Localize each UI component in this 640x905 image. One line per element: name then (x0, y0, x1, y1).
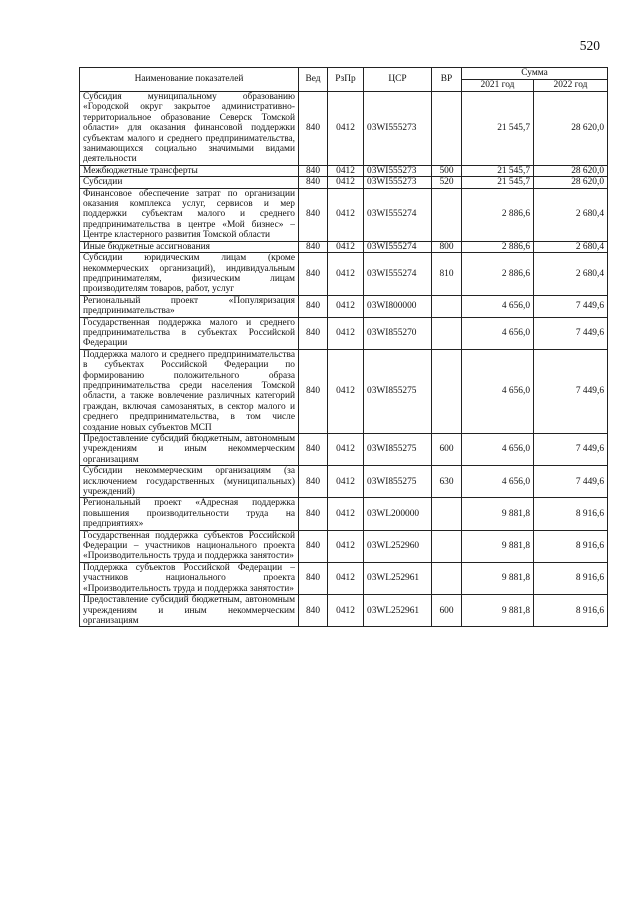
row-sum-2022-cell: 28 620,0 (534, 177, 608, 188)
row-rzpr-cell: 0412 (328, 434, 364, 466)
row-sum-2022-cell: 2 680,4 (534, 241, 608, 252)
row-csr-cell: 03WI555273 (364, 165, 432, 176)
row-name-cell: Межбюджетные трансферты (80, 165, 299, 176)
row-sum-2022-cell: 7 449,6 (534, 317, 608, 349)
row-vr-cell (432, 317, 462, 349)
row-sum-2022-cell: 2 680,4 (534, 253, 608, 296)
row-name-cell: Предоставление субсидий бюджетным, автономным учреждениям и иным некоммерческим организациям (80, 595, 299, 627)
table-row (80, 562, 608, 594)
header-csr: ЦСР (364, 68, 432, 92)
row-ved-cell: 840 (299, 498, 328, 530)
table-row (80, 92, 608, 166)
row-sum-2021-cell: 4 656,0 (462, 295, 534, 317)
row-ved-cell: 840 (299, 177, 328, 188)
row-name-cell: Субсидии некоммерческим организациям (за исключением государственных (муниципальных) учреждений) (80, 466, 299, 498)
row-sum-2022-cell: 7 449,6 (534, 434, 608, 466)
row-ved-cell: 840 (299, 241, 328, 252)
row-name-cell: Предоставление субсидий бюджетным, автономным учреждениям и иным некоммерческим организациям (80, 434, 299, 466)
row-ved-cell: 840 (299, 595, 328, 627)
row-sum-2022-cell: 2 680,4 (534, 188, 608, 241)
row-vr-cell: 800 (432, 241, 462, 252)
budget-table (79, 67, 608, 627)
table-row (80, 253, 608, 296)
header-rzpr: РзПр (328, 68, 364, 92)
row-rzpr-cell: 0412 (328, 295, 364, 317)
row-vr-cell: 810 (432, 253, 462, 296)
row-rzpr-cell: 0412 (328, 349, 364, 433)
row-rzpr-cell: 0412 (328, 562, 364, 594)
header-year-2022: 2022 год (534, 80, 608, 92)
table-body (80, 92, 608, 627)
row-rzpr-cell: 0412 (328, 188, 364, 241)
row-sum-2022-cell: 7 449,6 (534, 466, 608, 498)
row-name-cell: Государственная поддержка субъектов Российской Федерации – участников национального проекта «Производительность труда и поддержка занятости» (80, 530, 299, 562)
row-sum-2021-cell: 4 656,0 (462, 349, 534, 433)
row-sum-2022-cell: 8 916,6 (534, 530, 608, 562)
row-vr-cell (432, 92, 462, 166)
row-sum-2021-cell: 4 656,0 (462, 434, 534, 466)
row-sum-2022-cell: 8 916,6 (534, 562, 608, 594)
row-ved-cell: 840 (299, 92, 328, 166)
row-csr-cell: 03WL252960 (364, 530, 432, 562)
table-row (80, 165, 608, 176)
row-sum-2022-cell: 7 449,6 (534, 349, 608, 433)
row-name-cell: Субсидии юридическим лицам (кроме некоммерческих организаций), индивидуальным предпринимателям, физическим лицам производителям товаров, работ, услуг (80, 253, 299, 296)
row-rzpr-cell: 0412 (328, 165, 364, 176)
table-row (80, 434, 608, 466)
row-csr-cell: 03WI855275 (364, 434, 432, 466)
row-vr-cell (432, 295, 462, 317)
row-rzpr-cell: 0412 (328, 595, 364, 627)
row-sum-2021-cell: 9 881,8 (462, 498, 534, 530)
row-ved-cell: 840 (299, 466, 328, 498)
row-sum-2021-cell: 21 545,7 (462, 165, 534, 176)
row-rzpr-cell: 0412 (328, 317, 364, 349)
row-vr-cell: 500 (432, 165, 462, 176)
row-csr-cell: 03WI800000 (364, 295, 432, 317)
row-csr-cell: 03WI855275 (364, 349, 432, 433)
header-year-2021: 2021 год (462, 80, 534, 92)
row-ved-cell: 840 (299, 253, 328, 296)
table-row (80, 188, 608, 241)
row-vr-cell: 630 (432, 466, 462, 498)
row-csr-cell: 03WI555274 (364, 188, 432, 241)
table-row (80, 317, 608, 349)
row-rzpr-cell: 0412 (328, 177, 364, 188)
row-sum-2021-cell: 21 545,7 (462, 177, 534, 188)
row-sum-2021-cell: 2 886,6 (462, 241, 534, 252)
row-name-cell: Государственная поддержка малого и среднего предпринимательства в субъектах Российской Федерации (80, 317, 299, 349)
row-csr-cell: 03WI555273 (364, 92, 432, 166)
row-csr-cell: 03WI555273 (364, 177, 432, 188)
table-row (80, 177, 608, 188)
row-sum-2021-cell: 2 886,6 (462, 253, 534, 296)
row-csr-cell: 03WI555274 (364, 241, 432, 252)
row-sum-2021-cell: 9 881,8 (462, 595, 534, 627)
row-sum-2021-cell: 9 881,8 (462, 530, 534, 562)
row-name-cell: Региональный проект «Популяризация предпринимательства» (80, 295, 299, 317)
table-row (80, 530, 608, 562)
table-row (80, 595, 608, 627)
row-ved-cell: 840 (299, 165, 328, 176)
header-row (80, 68, 608, 80)
row-csr-cell: 03WL252961 (364, 562, 432, 594)
table-row (80, 498, 608, 530)
row-rzpr-cell: 0412 (328, 466, 364, 498)
row-name-cell: Субсидия муниципальному образованию «Городской округ закрытое административно-территориальное образование Северск Томской области» для оказания финансовой поддержки субъектам малого и среднего предпринимательства, занимающихся социально значимыми видами деятельности (80, 92, 299, 166)
row-ved-cell: 840 (299, 530, 328, 562)
row-csr-cell: 03WL252961 (364, 595, 432, 627)
row-csr-cell: 03WI855270 (364, 317, 432, 349)
row-name-cell: Субсидии (80, 177, 299, 188)
row-vr-cell (432, 349, 462, 433)
row-ved-cell: 840 (299, 295, 328, 317)
table-row (80, 466, 608, 498)
row-sum-2021-cell: 9 881,8 (462, 562, 534, 594)
row-rzpr-cell: 0412 (328, 241, 364, 252)
row-vr-cell: 520 (432, 177, 462, 188)
row-vr-cell: 600 (432, 434, 462, 466)
row-csr-cell: 03WI855275 (364, 466, 432, 498)
table-row (80, 295, 608, 317)
page-number: 520 (579, 38, 600, 53)
row-rzpr-cell: 0412 (328, 530, 364, 562)
row-sum-2022-cell: 28 620,0 (534, 165, 608, 176)
row-rzpr-cell: 0412 (328, 92, 364, 166)
header-name: Наименование показателей (80, 68, 299, 92)
row-name-cell: Поддержка субъектов Российской Федерации – участников национального проекта «Производительность труда и поддержка занятости» (80, 562, 299, 594)
row-sum-2022-cell: 8 916,6 (534, 498, 608, 530)
row-sum-2021-cell: 2 886,6 (462, 188, 534, 241)
row-ved-cell: 840 (299, 562, 328, 594)
row-name-cell: Региональный проект «Адресная поддержка повышения производительности труда на предприятиях» (80, 498, 299, 530)
row-name-cell: Финансовое обеспечение затрат по организации оказания комплекса услуг, сервисов и мер поддержки субъектам малого и среднего предпринимательства в центре «Мой бизнес» – Центре кластерного развития Томской области (80, 188, 299, 241)
row-vr-cell (432, 188, 462, 241)
header-vr: ВР (432, 68, 462, 92)
row-ved-cell: 840 (299, 434, 328, 466)
row-sum-2022-cell: 8 916,6 (534, 595, 608, 627)
row-ved-cell: 840 (299, 317, 328, 349)
row-sum-2022-cell: 28 620,0 (534, 92, 608, 166)
row-csr-cell: 03WL200000 (364, 498, 432, 530)
row-rzpr-cell: 0412 (328, 253, 364, 296)
row-sum-2021-cell: 21 545,7 (462, 92, 534, 166)
row-ved-cell: 840 (299, 188, 328, 241)
header-ved: Вед (299, 68, 328, 92)
row-vr-cell (432, 530, 462, 562)
row-vr-cell: 600 (432, 595, 462, 627)
row-sum-2021-cell: 4 656,0 (462, 466, 534, 498)
row-sum-2022-cell: 7 449,6 (534, 295, 608, 317)
table-row (80, 241, 608, 252)
row-name-cell: Иные бюджетные ассигнования (80, 241, 299, 252)
row-ved-cell: 840 (299, 349, 328, 433)
row-sum-2021-cell: 4 656,0 (462, 317, 534, 349)
row-rzpr-cell: 0412 (328, 498, 364, 530)
row-name-cell: Поддержка малого и среднего предпринимательства в субъектах Российской Федерации по формированию положительного образа предпринимательства среди населения Томской области, а также вовлечение различных категорий граждан, включая самозанятых, в сектор малого и среднего предпринимательства, в том числе создание новых субъектов МСП (80, 349, 299, 433)
header-sum: Сумма (462, 68, 608, 80)
table-row (80, 349, 608, 433)
row-vr-cell (432, 498, 462, 530)
row-vr-cell (432, 562, 462, 594)
row-csr-cell: 03WI555274 (364, 253, 432, 296)
